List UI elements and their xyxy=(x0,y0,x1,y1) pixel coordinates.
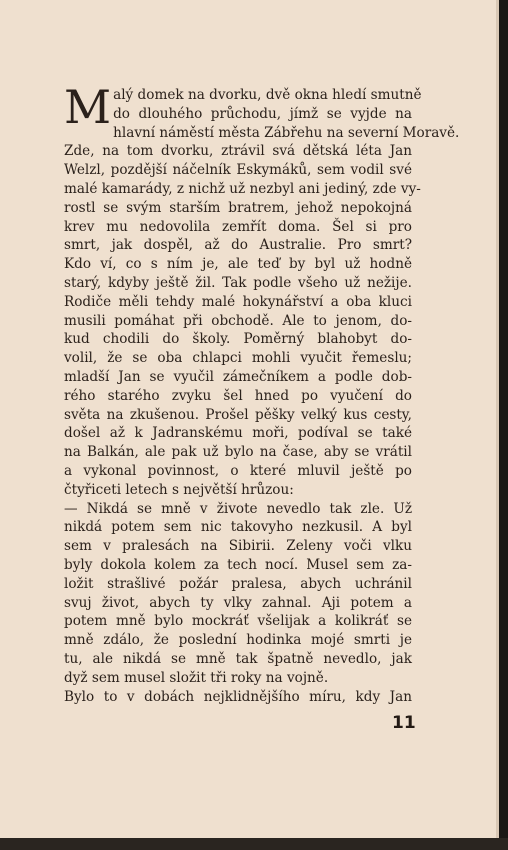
text-line: Zde, na tom dvorku, ztrávil svá dětská léta Jan xyxy=(64,143,412,160)
text-line: — Nikdá se mně v živote nevedlo tak zle. Už xyxy=(64,500,412,517)
text-line: ložit strašlivé požár pralesa, abych uchránil xyxy=(64,575,412,592)
text-line: na Balkán, ale pak už bylo na čase, aby se vrátil xyxy=(64,444,412,461)
text-line: došel až k Jadranskému moři, podíval se také xyxy=(64,425,412,442)
drop-cap: M xyxy=(64,80,112,134)
text-line: svuj život, abych ty vlky zahnal. Aji potem a xyxy=(64,594,412,611)
text-line: hlavní náměstí města Zábřehu na severní Moravě. xyxy=(113,124,460,141)
text-line: Welzl, pozdější náčelník Eskymáků, sem vodil své xyxy=(64,162,412,179)
text-line: rého starého zvyku šel hned po vyučení do xyxy=(64,387,412,404)
text-line: Rodiče měli tehdy malé hokynářství a oba kluci xyxy=(64,293,412,310)
text-line: a vykonal povinnost, o které mluvil ještě po xyxy=(64,462,412,479)
text-line: mně zdálo, že poslední hodinka mojé smrti je xyxy=(64,632,412,649)
text-line: kud chodili do školy. Poměrný blahobyt do- xyxy=(64,331,412,348)
text-line: světa na zkušenou. Prošel pěšky velký kus cesty, xyxy=(64,406,412,423)
text-line: potem mně bylo mockráť všelijak a kolikráť se xyxy=(64,613,412,630)
text-line: tu, ale nikdá se mně tak špatně nevedlo, jak xyxy=(64,650,412,667)
text-line: volil, že se oba chlapci mohli vyučit řemeslu; xyxy=(64,350,412,367)
text-line: musili pomáhat při obchodě. Ale to jenom, do- xyxy=(64,312,412,329)
text-line: Bylo to v dobách nejklidnějšího míru, kdy Jan xyxy=(64,688,412,705)
text-line: starý, kdyby ještě žil. Tak podle všeho už nežije. xyxy=(64,274,412,291)
text-line: rostl se svým starším bratrem, jehož nepokojná xyxy=(64,199,412,216)
text-line: byly dokola kolem za tech nocí. Musel sem za- xyxy=(64,556,412,573)
text-line: čtyřiceti letech s největší hrůzou: xyxy=(64,481,294,498)
text-line: mladší Jan se vyučil zámečníkem a podle dob- xyxy=(64,368,412,385)
text-line: krev mu nedovolila zemřít doma. Šel si pro xyxy=(64,218,412,235)
text-line: sem v pralesách na Sibirii. Zeleny voči vlku xyxy=(64,538,412,555)
text-line: dyž sem musel složit tři roky na vojně. xyxy=(64,669,329,686)
text-line: malé kamarády, z nichž už nezbyl ani jediný, zde vy- xyxy=(64,180,421,197)
text-line: alý domek na dvorku, dvě okna hledí smutně xyxy=(113,87,422,103)
text-line: nikdá potem sem nic takovyho nezkusil. A byl xyxy=(64,519,412,536)
body-text xyxy=(64,80,460,706)
text-line: Kdo ví, co s ním je, ale teď by byl už hodně xyxy=(64,256,412,273)
text-line: smrt, jak dospěl, až do Australie. Pro smrt? xyxy=(64,237,412,254)
page-number: 11 xyxy=(392,713,416,733)
page-edge-shadow xyxy=(0,838,508,850)
text-line: do dlouhého průchodu, jímž se vyjde na xyxy=(113,105,412,122)
